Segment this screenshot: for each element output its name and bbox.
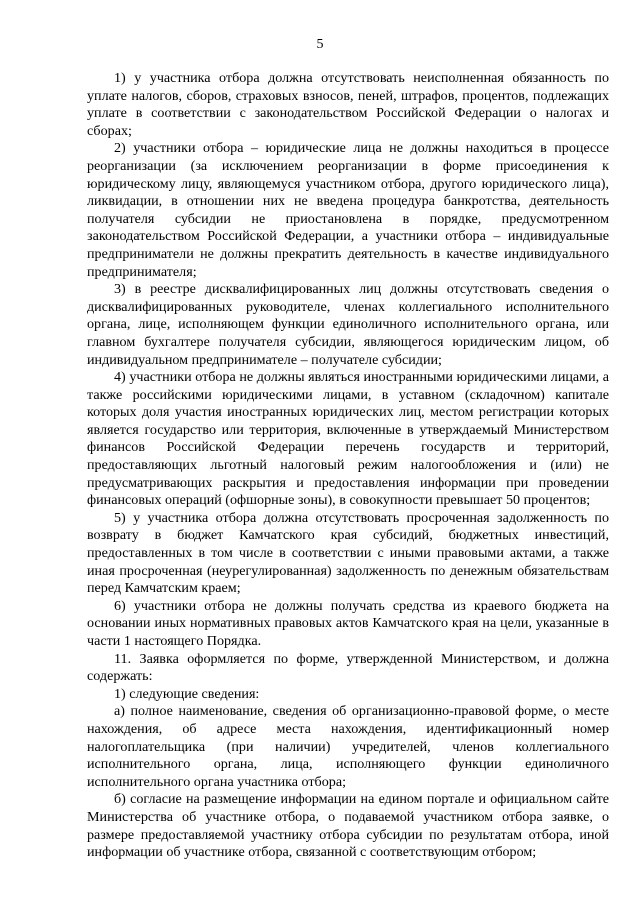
paragraph-item-1: 1) у участника отбора должна отсутствовать неисполненная обязанность по уплате налогов, сборов, страховых взносов, пеней, штрафов, процентов, подлежащих уплате в соответствии с законодательством Российской Федерации о налогах и сборах; [87,70,609,139]
paragraph-item-5: 5) у участника отбора должна отсутствовать просроченная задолженность по возврату в бюджет Камчатского края субсидий, бюджетных инвестиций, предоставленных в том числе в соответствии с иными правовыми актами, а также иная просроченная (неурегулированная) задолженность по денежным обязательствам перед Камчатским краем; [87,509,609,597]
paragraph-item-6: 6) участники отбора не должны получать средства из краевого бюджета на основании иных нормативных правовых актов Камчатского края на цели, указанные в части 1 настоящего Порядка. [87,597,609,649]
page-number: 5 [316,37,324,52]
paragraph-item-3: 3) в реестре дисквалифицированных лиц должны отсутствовать сведения о дисквалифицированных руководителе, членах коллегиального исполнительного органа, лице, исполняющем функции единоличного исполнительного органа, или главном бухгалтере получателя субсидии, являющегося юридическим лицом, об индивидуальном предпринимателе – получателе субсидии; [87,281,609,368]
document-body [87,70,609,862]
paragraph-subitem-b: б) согласие на размещение информации на едином портале и официальном сайте Министерства об участнике отбора, о подаваемой участником отбора заявке, о размере предоставляемой участнику отбора субсидии по результатам отбора, иной информации об участнике отбора, связанной с соответствующим отбором; [87,791,609,861]
paragraph-subitem-a: а) полное наименование, сведения об организационно-правовой форме, о месте нахождения, об адресе места нахождения, идентификационный номер налогоплательщика (при наличии) учредителей, членов коллегиального исполнительного органа, лица, исполняющего функции единоличного исполнительного органа участника отбора; [87,703,609,790]
paragraph-item-2: 2) участники отбора – юридические лица не должны находиться в процессе реорганизации (за исключением реорганизации в форме присоединения к юридическому лицу, являющемуся участником отбора, другого юридического лица), ликвидации, в отношении них не введена процедура банкротства, деятельность получателя субсидии не приостановлена в порядке, предусмотренном законодательством Российской Федерации, а участники отбора – индивидуальные предприниматели не должны прекратить деятельность в качестве индивидуального предпринимателя; [87,140,609,280]
paragraph-section-11: 11. Заявка оформляется по форме, утвержденной Министерством, и должна содержать: [87,650,609,685]
paragraph-subitem-1: 1) следующие сведения: [114,685,260,702]
paragraph-item-4: 4) участники отбора не должны являться иностранными юридическими лицами, а также российскими юридическими лицами, в уставном (складочном) капитале которых доля участия иностранных юридических лиц, местом регистрации которых является государство или территория, включенные в утверждаемый Министерством финансов Российской Федерации перечень государств и территорий, предоставляющих льготный налоговый режим налогообложения и (или) не предусматривающих раскрытия и предоставления информации при проведении финансовых операций (офшорные зоны), в совокупности превышает 50 процентов; [87,369,609,509]
